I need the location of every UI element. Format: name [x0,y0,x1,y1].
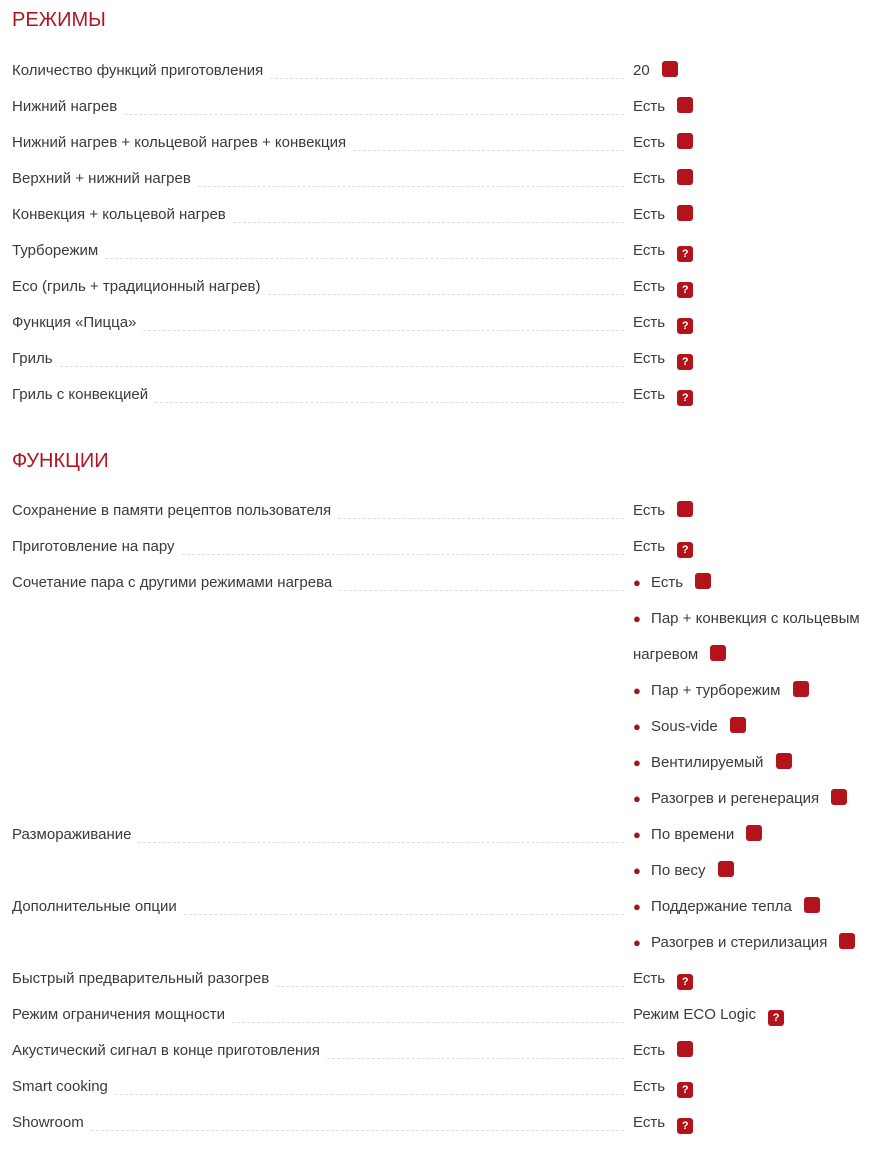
dotted-leader [184,889,624,915]
spec-label-cell [12,961,633,997]
spec-value-cell [633,125,869,161]
spec-row [12,233,869,269]
spec-label-cell [12,377,633,413]
spec-label-cell [12,161,633,197]
dotted-leader [91,1105,624,1131]
spec-value-cell [633,997,869,1033]
spec-row [12,1033,869,1069]
bullet-icon: ● [633,719,641,734]
spec-label-cell [12,1105,633,1141]
help-icon[interactable] [730,717,746,733]
dotted-leader [105,233,624,259]
spec-value-cell [633,889,869,961]
help-icon[interactable] [776,753,792,769]
spec-label: Smart cooking [12,1078,108,1095]
spec-label: Сохранение в памяти рецептов пользователя [12,502,332,519]
spec-row [12,305,869,341]
spec-label-cell [12,125,633,161]
spec-label: Режим ограничения мощности [12,1006,226,1023]
help-icon[interactable] [677,97,693,113]
spec-value-cell [633,529,869,565]
dotted-leader [198,161,624,187]
spec-value-text: Есть [633,278,666,295]
spec-value-text: Есть [633,242,666,259]
spec-value [633,817,869,853]
spec-section [12,8,869,413]
spec-label: Гриль [12,350,53,367]
dotted-leader [115,1069,624,1095]
spec-value-cell [633,53,869,89]
dotted-leader [143,305,624,331]
bullet-icon: ● [633,755,641,770]
help-icon[interactable]: ? [677,318,693,334]
spec-value-text: Есть [633,970,666,987]
help-icon[interactable] [804,897,820,913]
spec-value-cell [633,961,869,997]
spec-value-cell [633,269,869,305]
spec-value-text: Sous-vide [651,718,718,735]
help-icon[interactable] [662,61,678,77]
help-icon[interactable]: ? [677,282,693,298]
help-icon[interactable]: ? [677,390,693,406]
bullet-icon: ● [633,899,641,914]
dotted-leader [268,269,624,295]
spec-label: Нижний нагрев [12,98,118,115]
spec-row [12,269,869,305]
dotted-leader [327,1033,624,1059]
help-icon[interactable]: ? [677,542,693,558]
spec-label: Размораживание [12,826,132,843]
spec-value [633,377,869,413]
help-icon[interactable] [677,205,693,221]
spec-label-cell [12,1069,633,1105]
spec-value [633,161,869,197]
help-icon[interactable]: ? [677,1118,693,1134]
dotted-leader [338,493,624,519]
spec-label: Акустический сигнал в конце приготовления [12,1042,320,1059]
spec-label: Нижний нагрев + кольцевой нагрев + конвекция [12,134,347,151]
bullet-icon: ● [633,863,641,878]
spec-value-text: Поддержание тепла [651,898,792,915]
spec-value-text: Пар + турборежим [651,682,781,699]
spec-value [633,745,869,781]
spec-value-text: Есть [633,206,666,223]
spec-value-cell [633,1105,869,1141]
spec-row [12,125,869,161]
help-icon[interactable] [677,501,693,517]
spec-label-cell [12,269,633,305]
spec-value [633,197,869,233]
help-icon[interactable] [718,861,734,877]
spec-value-text: Режим ECO Logic [633,1006,756,1023]
spec-value-cell [633,305,869,341]
spec-row [12,1105,869,1141]
spec-label-cell [12,233,633,269]
spec-row [12,53,869,89]
spec-label-cell [12,817,633,853]
spec-value [633,781,869,817]
spec-label: Сочетание пара с другими режимами нагрева [12,574,333,591]
spec-value-text: Разогрев и регенерация [651,790,820,807]
spec-label: Турборежим [12,242,99,259]
spec-value-cell [633,89,869,125]
spec-value [633,853,869,889]
spec-value [633,89,869,125]
bullet-icon: ● [633,683,641,698]
dotted-leader [233,197,624,223]
spec-value-cell [633,565,869,817]
help-icon[interactable]: ? [677,354,693,370]
spec-label: Дополнительные опции [12,898,177,915]
section-title: ФУНКЦИИ [12,450,109,472]
spec-value-text: По весу [651,862,706,879]
spec-value [633,1069,869,1105]
spec-value-text: 20 [633,62,650,79]
bullet-icon: ● [633,935,641,950]
spec-value-text: Есть [633,314,666,331]
spec-label: Функция «Пицца» [12,314,137,331]
spec-value [633,961,869,997]
spec-section [12,449,869,1141]
help-icon[interactable] [677,133,693,149]
dotted-leader [60,341,624,367]
section-title: РЕЖИМЫ [12,9,106,31]
spec-value [633,233,869,269]
bullet-icon: ● [633,611,641,626]
dotted-leader [270,53,624,79]
spec-value-text: Вентилируемый [651,754,764,771]
spec-value [633,565,869,601]
spec-value-cell [633,1069,869,1105]
dotted-leader [155,377,624,403]
spec-label: Верхний + нижний нагрев [12,170,191,187]
spec-value-text: Есть [633,350,666,367]
spec-row [12,997,869,1033]
spec-value-cell [633,493,869,529]
help-icon[interactable] [793,681,809,697]
spec-value [633,53,869,89]
spec-label: Быстрый предварительный разогрев [12,970,270,987]
spec-row [12,1069,869,1105]
dotted-leader [124,89,624,115]
spec-label: Гриль с конвекцией [12,386,149,403]
spec-value-cell [633,341,869,377]
dotted-leader [353,125,624,151]
spec-value-cell [633,1033,869,1069]
help-icon[interactable]: ? [768,1010,784,1026]
spec-value-cell [633,161,869,197]
spec-value [633,1105,869,1141]
spec-row [12,493,869,529]
spec-value-cell [633,197,869,233]
spec-value [633,341,869,377]
spec-value-cell [633,377,869,413]
spec-value [633,997,869,1033]
spec-label-cell [12,305,633,341]
spec-value [633,269,869,305]
spec-label-cell [12,529,633,565]
spec-value [633,601,869,673]
spec-rows [12,53,869,413]
spec-value-text: Есть [633,386,666,403]
help-icon[interactable] [695,573,711,589]
spec-value-text: Пар + конвекция с кольцевым нагревом [633,610,860,663]
spec-value-text: Есть [633,170,666,187]
help-icon[interactable] [839,933,855,949]
spec-row [12,529,869,565]
spec-row [12,961,869,997]
spec-label-cell [12,1033,633,1069]
spec-label-cell [12,889,633,925]
spec-value [633,493,869,529]
spec-label: Eco (гриль + традиционный нагрев) [12,278,261,295]
spec-value [633,925,869,961]
spec-label-cell [12,493,633,529]
spec-row [12,889,869,961]
spec-value [633,889,869,925]
help-icon[interactable]: ? [677,974,693,990]
help-icon[interactable]: ? [677,246,693,262]
dotted-leader [339,565,624,591]
spec-value-text: Есть [633,538,666,555]
bullet-icon: ● [633,575,641,590]
spec-value [633,1033,869,1069]
help-icon[interactable] [677,1041,693,1057]
spec-row [12,197,869,233]
spec-label-cell [12,53,633,89]
help-icon[interactable] [746,825,762,841]
spec-label-cell [12,197,633,233]
spec-value-text: Есть [633,1042,666,1059]
spec-rows [12,493,869,1141]
spec-row [12,161,869,197]
bullet-icon: ● [633,791,641,806]
spec-value-text: Есть [633,134,666,151]
help-icon[interactable] [710,645,726,661]
spec-label-cell [12,565,633,601]
spec-value-cell [633,817,869,889]
help-icon[interactable]: ? [677,1082,693,1098]
spec-row [12,341,869,377]
spec-label: Количество функций приготовления [12,62,264,79]
spec-value-text: Есть [633,1078,666,1095]
spec-value [633,709,869,745]
spec-value [633,673,869,709]
spec-label: Showroom [12,1114,84,1131]
spec-row [12,565,869,817]
spec-value [633,305,869,341]
spec-value-text: Есть [633,502,666,519]
spec-value-cell [633,233,869,269]
spec-label-cell [12,341,633,377]
spec-value-text: Есть [651,574,684,591]
spec-value-text: По времени [651,826,735,843]
bullet-icon: ● [633,827,641,842]
spec-value-text: Есть [633,98,666,115]
spec-value-text: Разогрев и стерилизация [651,934,828,951]
spec-label: Конвекция + кольцевой нагрев [12,206,226,223]
dotted-leader [182,529,624,555]
spec-label-cell [12,89,633,125]
spec-row [12,817,869,889]
dotted-leader [138,817,624,843]
help-icon[interactable] [831,789,847,805]
spec-row [12,377,869,413]
spec-label-cell [12,997,633,1033]
dotted-leader [276,961,624,987]
help-icon[interactable] [677,169,693,185]
spec-value [633,529,869,565]
spec-value [633,125,869,161]
spec-row [12,89,869,125]
dotted-leader [232,997,624,1023]
spec-label: Приготовление на пару [12,538,175,555]
spec-value-text: Есть [633,1114,666,1131]
